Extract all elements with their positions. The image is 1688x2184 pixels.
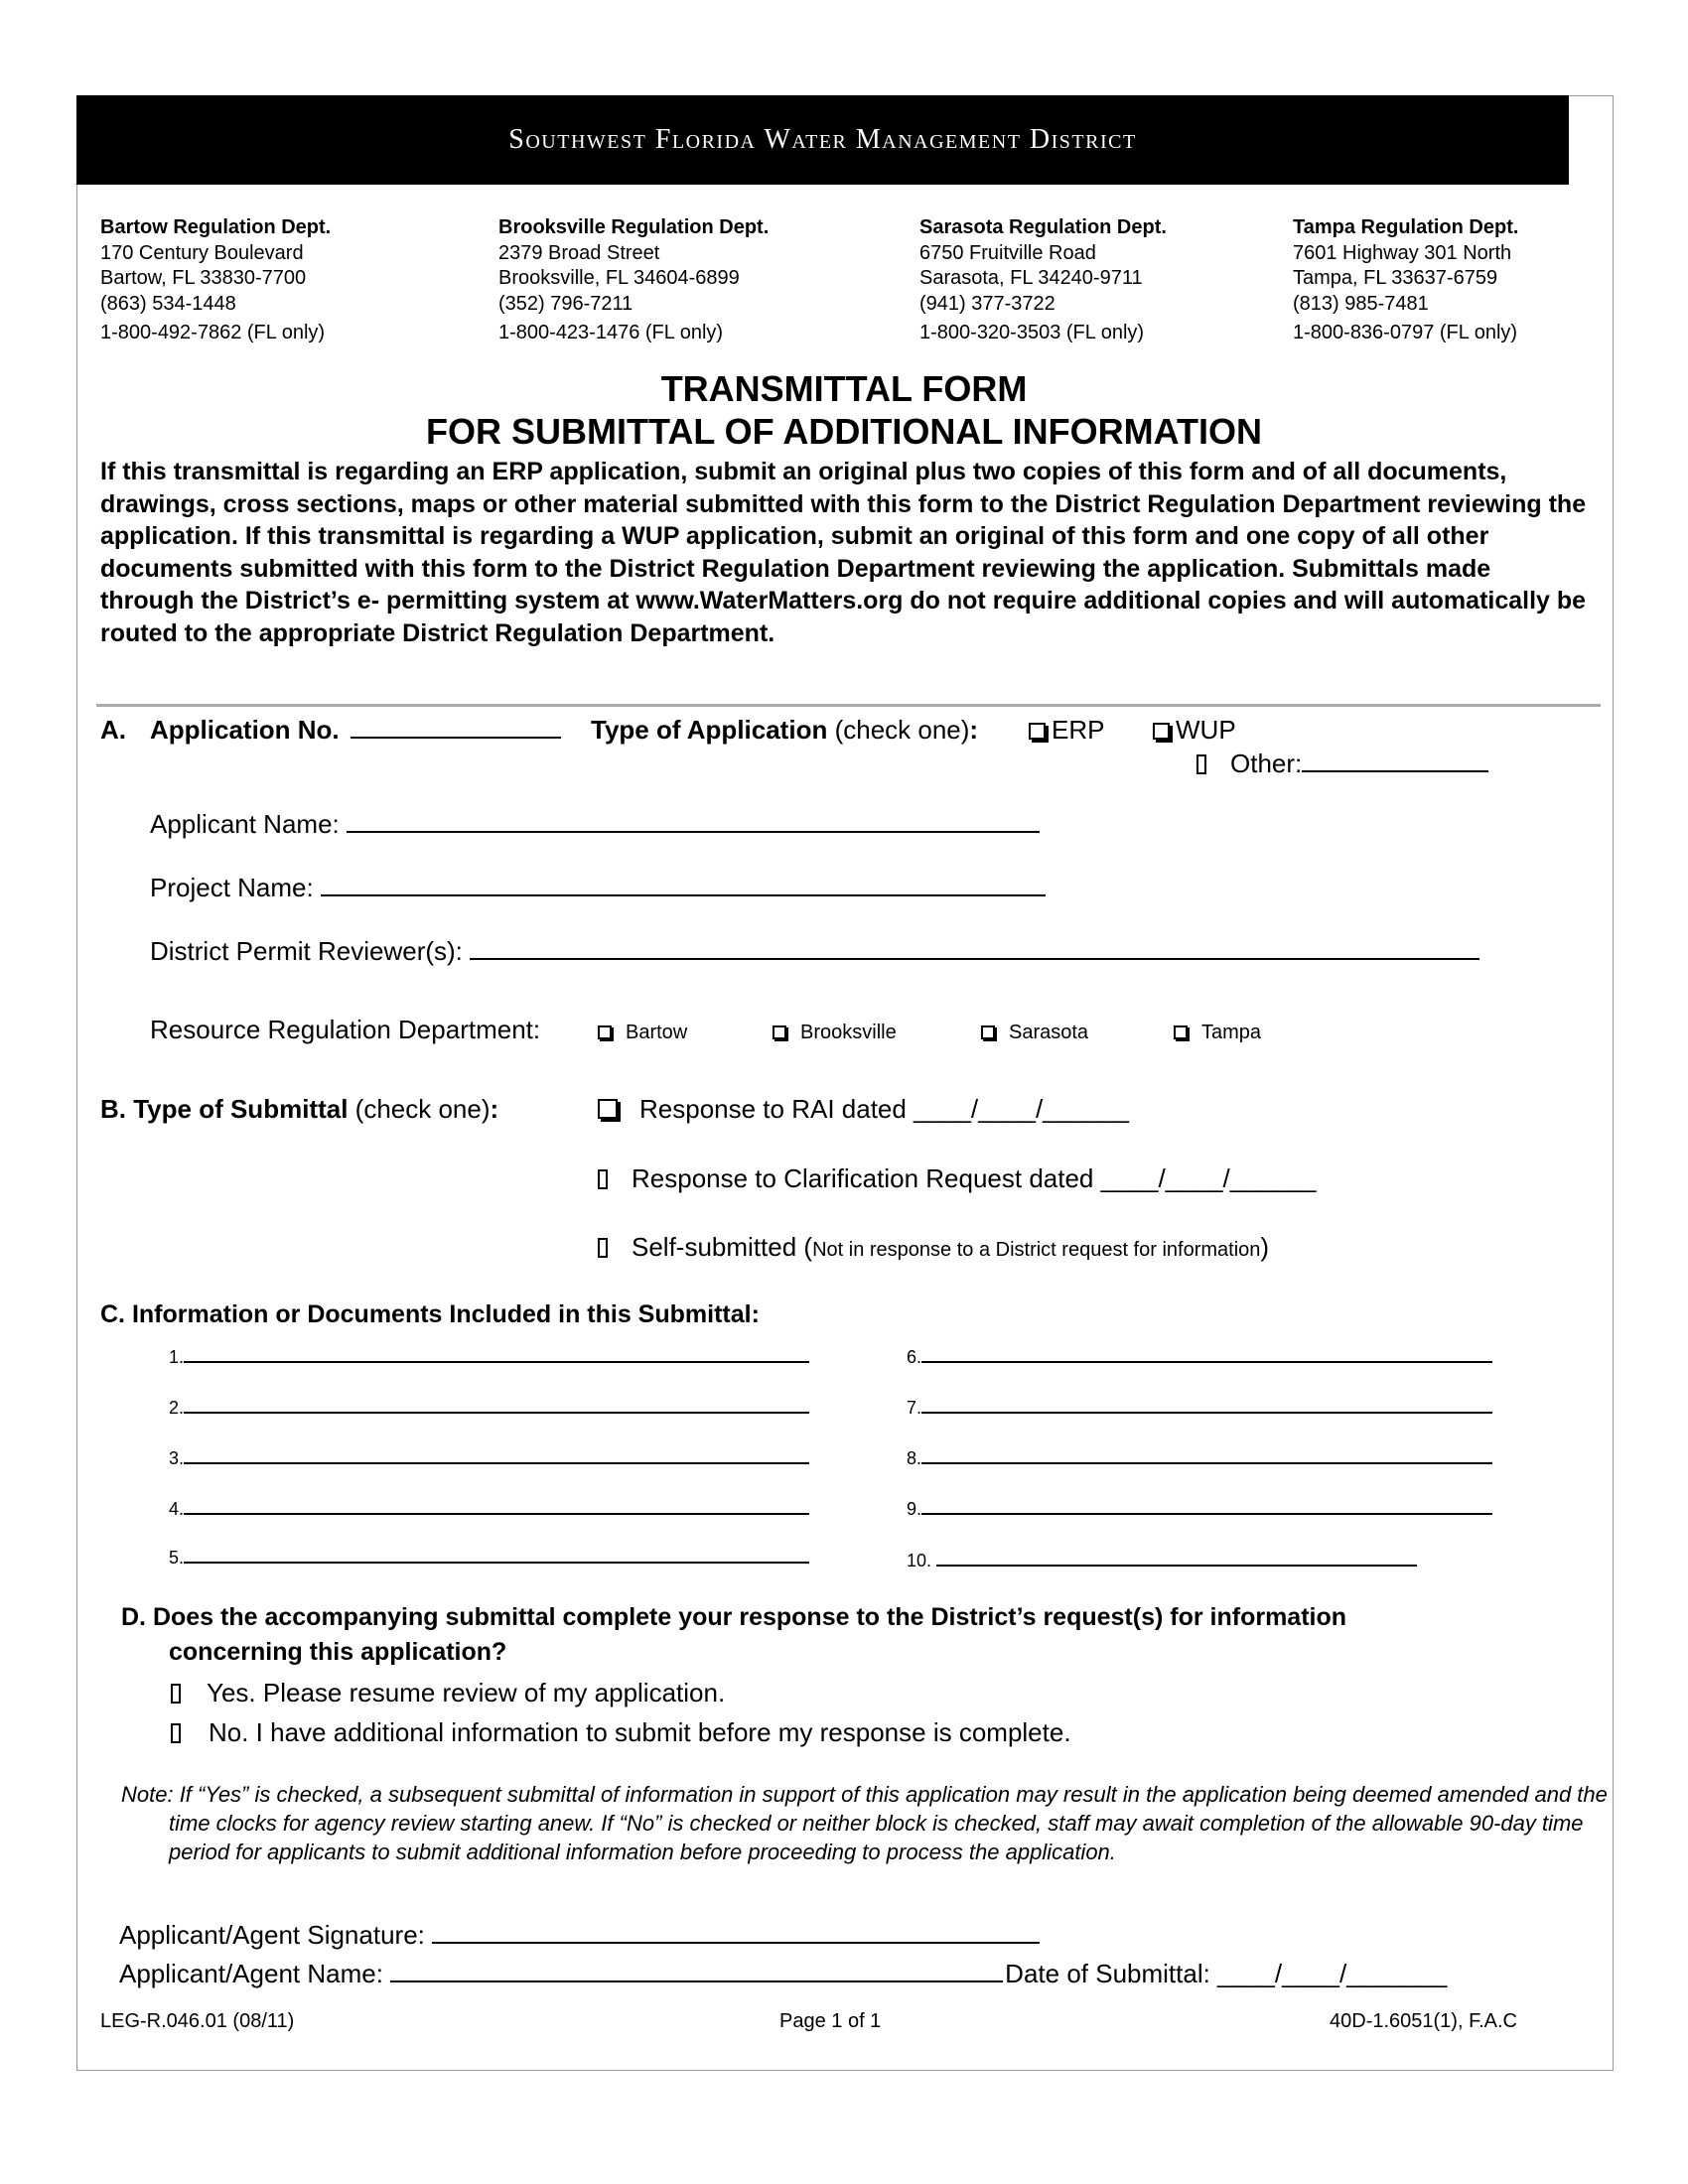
dept-phone: (863) 534-1448 [100, 292, 236, 315]
frame-top-edge [1569, 95, 1614, 96]
agent-name-label: Applicant/Agent Name: [119, 1959, 383, 1988]
tampa-checkbox[interactable] [1174, 1025, 1188, 1039]
application-no-field[interactable] [351, 715, 561, 739]
document-item-1 [169, 1343, 809, 1368]
project-name-field[interactable] [321, 873, 1046, 896]
signature-label: Applicant/Agent Signature: [119, 1920, 425, 1950]
item-number: 7. [907, 1398, 922, 1418]
dept-name: Brooksville Regulation Dept. [498, 216, 770, 238]
instructions: If this transmittal is regarding an ERP application, submit an original plus two copies of this form and of all documents, drawings, cross sections, maps or other material submitted with this form to the District Regulation Department reviewing the application. If this transmittal is regarding a WUP application, submit an original of this form and one copy of all other documents submitted with this form to the District Regulation Department reviewing the application. Submittals made through the District’s e- permitting system at www.WaterMatters.org do not require additional copies and will automatically be routed to the appropriate District Regulation Department. [100, 458, 1587, 647]
dept-city: Bartow, FL 33830-7700 [100, 267, 307, 289]
application-type-label: Type of Application [591, 715, 828, 745]
self-submitted-checkbox-icon[interactable] [598, 1238, 608, 1258]
clarification-label: Response to Clarification Request dated ____/____/______ [632, 1163, 1317, 1193]
erp-label: ERP [1052, 715, 1105, 745]
yes-checkbox-icon[interactable] [171, 1684, 181, 1704]
other-field[interactable] [1302, 749, 1488, 772]
item-number: 2. [169, 1398, 185, 1418]
document-item-4 [169, 1495, 809, 1520]
reviewer-row [150, 936, 1479, 967]
agent-name-row [119, 1959, 1447, 1989]
dept-name: Sarasota Regulation Dept. [919, 216, 1167, 238]
document-field[interactable] [921, 1444, 1492, 1464]
document-field[interactable] [921, 1394, 1492, 1414]
dept-option-label: Tampa [1201, 1022, 1262, 1043]
project-name-row [150, 873, 1046, 903]
reviewer-field[interactable] [470, 936, 1479, 960]
dept-toll-free: 1-800-320-3503 (FL only) [919, 322, 1145, 343]
document-item-2 [169, 1394, 809, 1419]
wup-option[interactable] [1153, 715, 1236, 746]
document-item-6 [907, 1343, 1492, 1368]
submittal-type-label: B. Type of Submittal [100, 1094, 349, 1124]
dept-toll-free: 1-800-423-1476 (FL only) [498, 322, 724, 343]
dept-toll-free: 1-800-492-7862 (FL only) [100, 322, 326, 343]
item-number: 5. [169, 1548, 185, 1568]
dept-city: Sarasota, FL 34240-9711 [919, 267, 1143, 289]
rai-checkbox[interactable] [598, 1099, 618, 1119]
project-name-label: Project Name: [150, 873, 314, 902]
document-item-7 [907, 1394, 1492, 1419]
colon: : [969, 715, 979, 745]
rai-option[interactable] [598, 1094, 1129, 1125]
bartow-checkbox[interactable] [598, 1025, 612, 1039]
item-number: 9. [907, 1499, 922, 1519]
other-checkbox-icon[interactable] [1196, 754, 1206, 774]
other-label: Other: [1230, 749, 1303, 778]
item-number: 8. [907, 1448, 922, 1468]
dept-brooksville [498, 215, 769, 346]
wup-label: WUP [1176, 715, 1236, 745]
document-field[interactable] [936, 1547, 1417, 1567]
brooksville-checkbox[interactable] [773, 1025, 786, 1039]
agent-name-field[interactable] [390, 1959, 1003, 1982]
dept-street: 2379 Broad Street [498, 241, 660, 264]
document-item-3 [169, 1444, 809, 1469]
form-number: LEG-R.046.01 (08/11) [100, 2010, 295, 2032]
dept-street: 170 Century Boulevard [100, 241, 304, 264]
item-number: 3. [169, 1448, 185, 1468]
rule-reference: 40D-1.6051(1), F.A.C [1330, 2010, 1517, 2032]
self-submitted-note: Not in response to a District request for information [812, 1239, 1261, 1261]
document-item-8 [907, 1444, 1492, 1469]
dept-option-label: Brooksville [800, 1022, 897, 1043]
dept-street: 7601 Highway 301 North [1293, 241, 1512, 264]
dept-phone: (941) 377-3722 [919, 292, 1055, 315]
dept-tampa [1293, 215, 1518, 346]
item-number: 4. [169, 1499, 185, 1519]
completion-question-cont: concerning this application? [169, 1638, 507, 1666]
item-number: 6. [907, 1347, 922, 1367]
dept-label: Resource Regulation Department: [150, 1015, 541, 1044]
item-number: 10. [907, 1551, 932, 1570]
erp-option[interactable] [1029, 715, 1104, 746]
applicant-name-label: Applicant Name: [150, 809, 340, 839]
application-type-row [591, 715, 978, 746]
document-item-9 [907, 1495, 1492, 1520]
colon: : [490, 1094, 499, 1124]
wup-checkbox[interactable] [1153, 723, 1170, 740]
document-field[interactable] [184, 1544, 809, 1564]
dept-option-bartow[interactable] [598, 1022, 687, 1044]
document-item-10 [907, 1547, 1417, 1571]
dept-sarasota [919, 215, 1167, 346]
document-field[interactable] [184, 1394, 809, 1414]
dept-phone: (352) 796-7211 [498, 292, 633, 315]
applicant-name-field[interactable] [347, 809, 1040, 833]
document-field[interactable] [921, 1495, 1492, 1515]
completion-question: D. Does the accompanying submittal complete your response to the District’s request(s) for information [121, 1603, 1347, 1631]
document-item-5 [169, 1544, 809, 1569]
self-submitted-label: Self-submitted ( [632, 1232, 813, 1262]
dept-option-tampa[interactable] [1174, 1022, 1261, 1044]
dept-city: Brooksville, FL 34604-6899 [498, 267, 740, 289]
document-field[interactable] [184, 1343, 809, 1363]
erp-checkbox[interactable] [1029, 723, 1046, 740]
document-field[interactable] [921, 1343, 1492, 1363]
form-title: TRANSMITTAL FORM [660, 368, 1028, 409]
dept-option-brooksville[interactable] [773, 1022, 897, 1044]
dept-bartow [100, 215, 331, 346]
self-submitted-close: ) [1260, 1232, 1270, 1262]
dept-street: 6750 Fruitville Road [919, 241, 1096, 264]
documents-heading: C. Information or Documents Included in this Submittal: [100, 1300, 760, 1328]
clarification-option[interactable] [598, 1163, 1317, 1194]
document-field[interactable] [184, 1495, 809, 1515]
rai-label: Response to RAI dated ____/____/______ [639, 1094, 1129, 1124]
page-number: Page 1 of 1 [779, 2010, 882, 2032]
dept-option-label: Sarasota [1009, 1022, 1089, 1043]
check-one-hint: (check one) [834, 715, 970, 745]
dept-option-sarasota[interactable] [981, 1022, 1088, 1044]
no-label: No. I have additional information to submit before my response is complete. [209, 1717, 1071, 1747]
application-no-row [150, 715, 561, 746]
document-field[interactable] [184, 1444, 809, 1464]
self-submitted-option[interactable] [598, 1232, 1269, 1263]
section-a-letter: A. [100, 715, 126, 745]
other-option[interactable] [1196, 749, 1488, 779]
no-checkbox-icon[interactable] [171, 1723, 181, 1743]
application-no-label: Application No. [150, 715, 340, 745]
dept-toll-free: 1-800-836-0797 (FL only) [1293, 322, 1518, 343]
district-banner: Southwest Florida Water Management District [76, 95, 1569, 185]
section-divider [96, 704, 1601, 707]
applicant-name-row [150, 809, 1040, 840]
clarification-checkbox-icon[interactable] [598, 1169, 608, 1189]
form-subtitle: FOR SUBMITTAL OF ADDITIONAL INFORMATION [426, 411, 1262, 452]
submittal-type-row [100, 1094, 498, 1125]
note: Note: If “Yes” is checked, a subsequent submittal of information in support of this application may result in the application being deemed amended and the time clocks for agency review starting anew. If “No” is checked or neither block is checked, staff may await completion of the allowable 90-day time period for applicants to submit additional information before proceeding to process the application. [121, 1782, 1608, 1864]
date-of-submittal: Date of Submittal: ____/____/_______ [1005, 1959, 1448, 1988]
sarasota-checkbox[interactable] [981, 1025, 995, 1039]
yes-label: Yes. Please resume review of my application. [207, 1678, 726, 1707]
dept-name: Tampa Regulation Dept. [1293, 216, 1519, 238]
no-option[interactable] [171, 1717, 1071, 1748]
dept-city: Tampa, FL 33637-6759 [1293, 267, 1498, 289]
dept-option-label: Bartow [626, 1022, 688, 1043]
dept-name: Bartow Regulation Dept. [100, 216, 332, 238]
reviewer-label: District Permit Reviewer(s): [150, 936, 463, 966]
yes-option[interactable] [171, 1678, 725, 1708]
check-one-hint: (check one) [354, 1094, 491, 1124]
item-number: 1. [169, 1347, 185, 1367]
signature-field[interactable] [432, 1920, 1040, 1944]
signature-row [119, 1920, 1040, 1951]
dept-phone: (813) 985-7481 [1293, 292, 1429, 315]
